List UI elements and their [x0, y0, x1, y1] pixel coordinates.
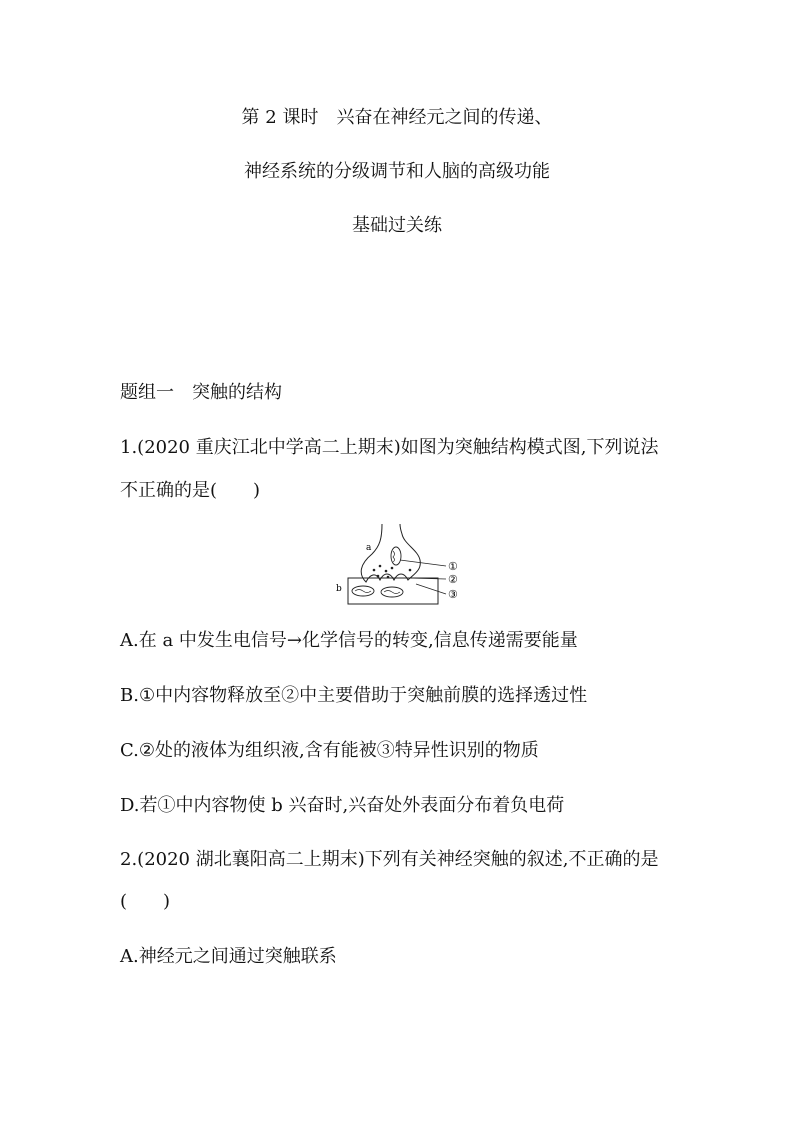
label-b: b: [336, 584, 342, 594]
synapse-diagram-svg: [330, 524, 465, 606]
question-2-stem-line-1: 2.(2020 湖北襄阳高二上期末)下列有关神经突触的叙述,不正确的是: [120, 849, 659, 870]
question-2-stem-line-2: ( ): [120, 891, 171, 912]
label-3: ③: [448, 588, 458, 601]
leader-line-2: [408, 578, 446, 579]
question-1-option-c: C.②处的液体为组织液,含有能被③特异性识别的物质: [120, 740, 539, 761]
label-1: ①: [448, 560, 458, 573]
page-title-line-2: 神经系统的分级调节和人脑的高级功能: [244, 161, 550, 182]
postsynaptic-cell: [348, 578, 438, 604]
section-heading: 题组一 突触的结构: [120, 382, 282, 403]
page-subtitle: 基础过关练: [352, 215, 442, 236]
mitochondrion-pre: [391, 547, 401, 565]
question-2-option-a: A.神经元之间通过突触联系: [120, 946, 337, 967]
synapse-diagram: [330, 524, 465, 606]
label-a: a: [366, 543, 372, 553]
presynaptic-terminal-outline: [361, 524, 420, 582]
question-1-option-d: D.若①中内容物使 b 兴奋时,兴奋处外表面分布着负电荷: [120, 795, 565, 816]
question-1-stem-line-2: 不正确的是( ): [120, 480, 261, 501]
question-1-option-a: A.在 a 中发生电信号→化学信号的转变,信息传递需要能量: [120, 630, 578, 651]
question-1-stem-line-1: 1.(2020 重庆江北中学高二上期末)如图为突触结构模式图,下列说法: [120, 437, 659, 458]
leader-line-3: [416, 584, 446, 594]
label-2: ②: [448, 573, 458, 586]
leader-line-1: [400, 560, 446, 566]
page-title-line-1: 第 2 课时 兴奋在神经元之间的传递、: [241, 107, 553, 128]
question-1-option-b: B.①中内容物释放至②中主要借助于突触前膜的选择透过性: [120, 685, 588, 706]
